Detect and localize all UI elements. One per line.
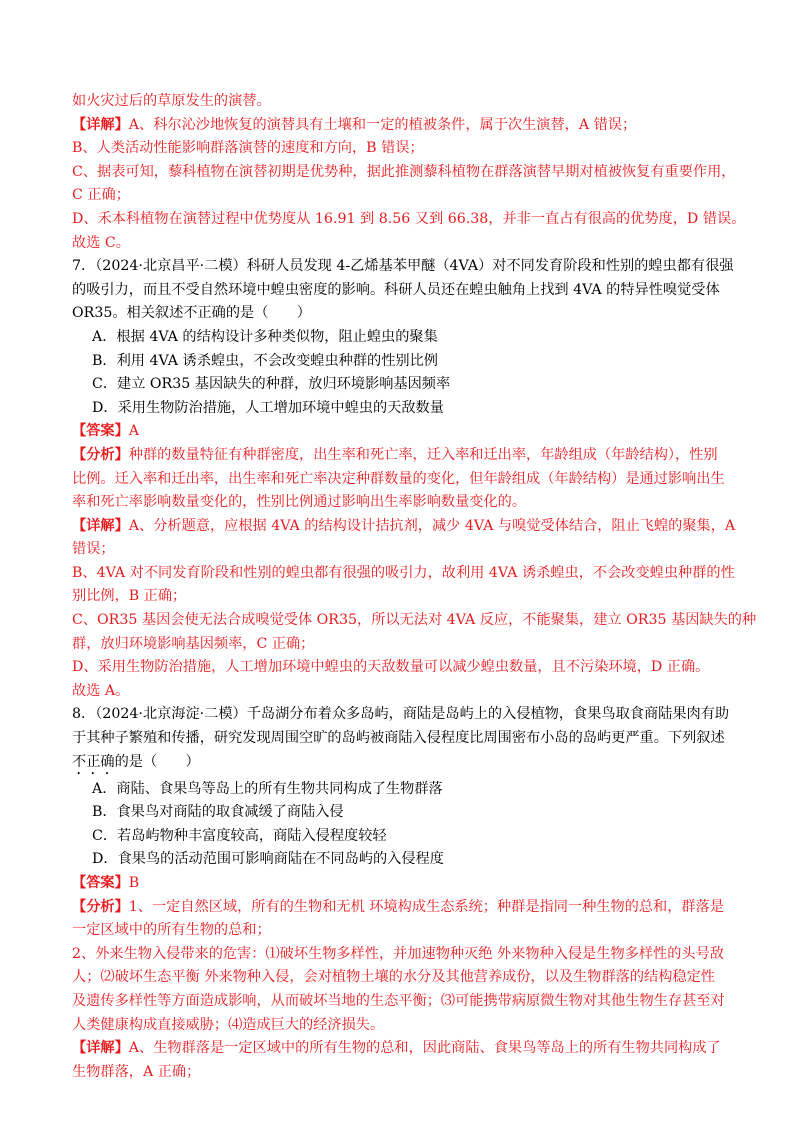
text-line: [72, 420, 732, 444]
text-span: 1、一定自然区域，所有的生物和无机 环境构成生态系统；种群是指同一种生物的总和，群落是: [128, 898, 724, 915]
text-line: [72, 633, 732, 657]
text-span: B、人类活动性能影响群落演替的速度和方向，B 错误；: [72, 140, 424, 157]
text-span: 8．（2024·北京海淀·二模）千岛湖分布着众多岛屿，商陆是岛屿上的入侵植物，食果鸟取食商陆果肉有助: [72, 706, 730, 723]
text-line: [72, 751, 732, 778]
text-span: D．采用生物防治措施，人工增加环境中蝗虫的天敌数量: [92, 399, 444, 416]
text-line: [72, 896, 732, 920]
text-span: 群，放归环境影响基因频率，C 正确；: [72, 635, 315, 652]
text-span: C．若岛屿物种丰富度较高，商陆入侵程度较轻: [92, 827, 387, 844]
text-line: [72, 703, 732, 727]
text-line: [72, 491, 732, 515]
text-line: [72, 680, 732, 704]
text-span: 率和死亡率影响数量变化的，性别比例通过影响出生率影响数量变化的。: [72, 494, 527, 511]
section-tag: 【答案】: [72, 423, 129, 440]
text-span: 人类健康构成直接威胁；⑷造成巨大的经济损失。: [72, 1016, 385, 1033]
text-line: [72, 302, 732, 326]
text-span: C、OR35 基因会使无法合成嗅觉受体 OR35，所以无法对 4VA 反应，不能聚集，建立 OR35 基因缺失的种: [72, 612, 757, 629]
text-line: [72, 1014, 732, 1038]
text-line: [72, 943, 732, 967]
text-line: [72, 966, 732, 990]
text-line: [72, 872, 732, 896]
text-span: 种群的数量特征有种群密度，出生率和死亡率，迁入率和迁出率，年龄组成（年龄结构），性别: [128, 446, 718, 463]
question-option: [72, 397, 732, 421]
text-span: 如火灾过后的草原发生的演替。: [72, 93, 271, 109]
text-span: 人；⑵破坏生态平衡 外来物种入侵，会对植物土壤的水分及其他营养成份，以及生物群落的结构稳定性: [72, 969, 715, 986]
section-tag: 【详解】: [72, 116, 129, 133]
text-span: D．食果鸟的活动范围可影响商陆在不同岛屿的入侵程度: [92, 851, 444, 868]
emphasized-text: 不正确: [72, 753, 115, 770]
text-span: 生物群落，A 正确；: [72, 1063, 201, 1080]
text-span: 于其种子繁殖和传播，研究发现周围空旷的岛屿被商陆入侵程度比周围密布小岛的岛屿更严重。下列叙述: [72, 730, 725, 747]
section-tag: 【分析】: [72, 446, 129, 463]
text-span: 故选 C。: [72, 234, 130, 251]
text-line: [72, 656, 732, 680]
text-line: [72, 919, 732, 943]
section-tag: 【详解】: [72, 517, 129, 534]
question-option: [72, 373, 732, 397]
text-line: [72, 255, 732, 279]
text-line: [72, 1037, 732, 1061]
document-page: [72, 90, 757, 1084]
question-option: [72, 848, 732, 872]
text-line: [72, 137, 732, 161]
text-span: A: [128, 423, 140, 440]
text-span: 错误；: [72, 541, 115, 558]
text-span: B、4VA 对不同发育阶段和性别的蝗虫都有很强的吸引力，故利用 4VA 诱杀蝗虫，不会改变蝗虫种群的性: [72, 564, 735, 581]
text-span: 7．（2024·北京昌平·二模）科研人员发现 4-乙烯基苯甲醚（4VA）对不同发育阶段和性别的蝗虫都有很强: [72, 258, 734, 275]
text-line: [72, 727, 732, 751]
question-option: [72, 825, 732, 849]
question-option: [72, 801, 732, 825]
text-span: A、分析题意，应根据 4VA 的结构设计拮抗剂，减少 4VA 与嗅觉受体结合，阻止飞蝗的聚集，A: [128, 517, 736, 534]
text-line: [72, 279, 732, 303]
text-line: [72, 232, 732, 256]
text-line: [72, 208, 746, 232]
text-span: A．商陆、食果鸟等岛上的所有生物共同构成了生物群落: [92, 780, 443, 797]
text-line: [72, 444, 732, 468]
text-span: C．建立 OR35 基因缺失的种群，放归环境影响基因频率: [92, 376, 451, 393]
text-line: [72, 161, 736, 185]
question-option: [72, 778, 732, 802]
text-line: [72, 184, 732, 208]
text-span: C 正确；: [72, 187, 130, 204]
text-span: 的吸引力，而且不受自然环境中蝗虫密度的影响。科研人员还在蝗虫触角上找到 4VA 的特异性嗅觉受体: [72, 281, 720, 298]
text-span: 比例。迁入率和迁出率，出生率和死亡率决定种群数量的变化，但年龄组成（年龄结构）是通过影响出生: [72, 470, 725, 487]
text-line: [72, 114, 732, 138]
text-span: 别比例，B 正确；: [72, 588, 187, 605]
question-option: [72, 326, 732, 350]
text-line: [72, 562, 735, 586]
text-line: [72, 515, 736, 539]
text-line: [72, 990, 732, 1014]
text-line: [72, 538, 732, 562]
text-span: 一定区域中的所有生物的总和；: [72, 922, 271, 939]
text-span: 2、外来生物入侵带来的危害：⑴破坏生物多样性，并加速物种灭绝 外来物种入侵是生物多样性的头号敌: [72, 945, 724, 962]
text-span: B．食果鸟对商陆的取食减缓了商陆入侵: [92, 804, 344, 821]
text-line: [72, 90, 732, 114]
text-span: 及遗传多样性等方面造成影响，从而破坏当地的生态平衡；⑶可能携带病原微生物对其他生物生存甚至对: [72, 992, 725, 1009]
text-span: D、禾本科植物在演替过程中优势度从 16.91 到 8.56 又到 66.38，并非一直占有很高的优势度，D 错误。: [72, 210, 746, 227]
text-span: OR35。相关叙述不正确的是（ ）: [72, 305, 311, 322]
text-span: B: [128, 875, 140, 891]
section-tag: 【答案】: [72, 875, 129, 891]
text-span: A、科尔沁沙地恢复的演替具有土壤和一定的植被条件，属于次生演替，A 错误；: [128, 116, 637, 133]
text-line: [72, 468, 732, 492]
text-line: [72, 1061, 732, 1085]
section-tag: 【分析】: [72, 898, 129, 915]
text-span: 的是（ ）: [114, 753, 200, 770]
section-tag: 【详解】: [72, 1040, 129, 1057]
question-option: [72, 350, 732, 374]
text-span: 故选 A。: [72, 682, 130, 699]
text-span: B．利用 4VA 诱杀蝗虫，不会改变蝗虫种群的性别比例: [92, 352, 438, 369]
text-span: A．根据 4VA 的结构设计多种类似物，阻止蝗虫的聚集: [92, 328, 438, 345]
text-span: A、生物群落是一定区域中的所有生物的总和，因此商陆、食果鸟等岛上的所有生物共同构成了: [128, 1040, 721, 1057]
text-line: [72, 609, 757, 633]
text-span: C、据表可知，藜科植物在演替初期是优势种，据此推测藜科植物在群落演替早期对植被恢复有重要作用，: [72, 163, 736, 180]
text-line: [72, 585, 732, 609]
text-span: D、采用生物防治措施，人工增加环境中蝗虫的天敌数量可以减少蝗虫数量，且不污染环境，D 正确。: [72, 659, 710, 676]
